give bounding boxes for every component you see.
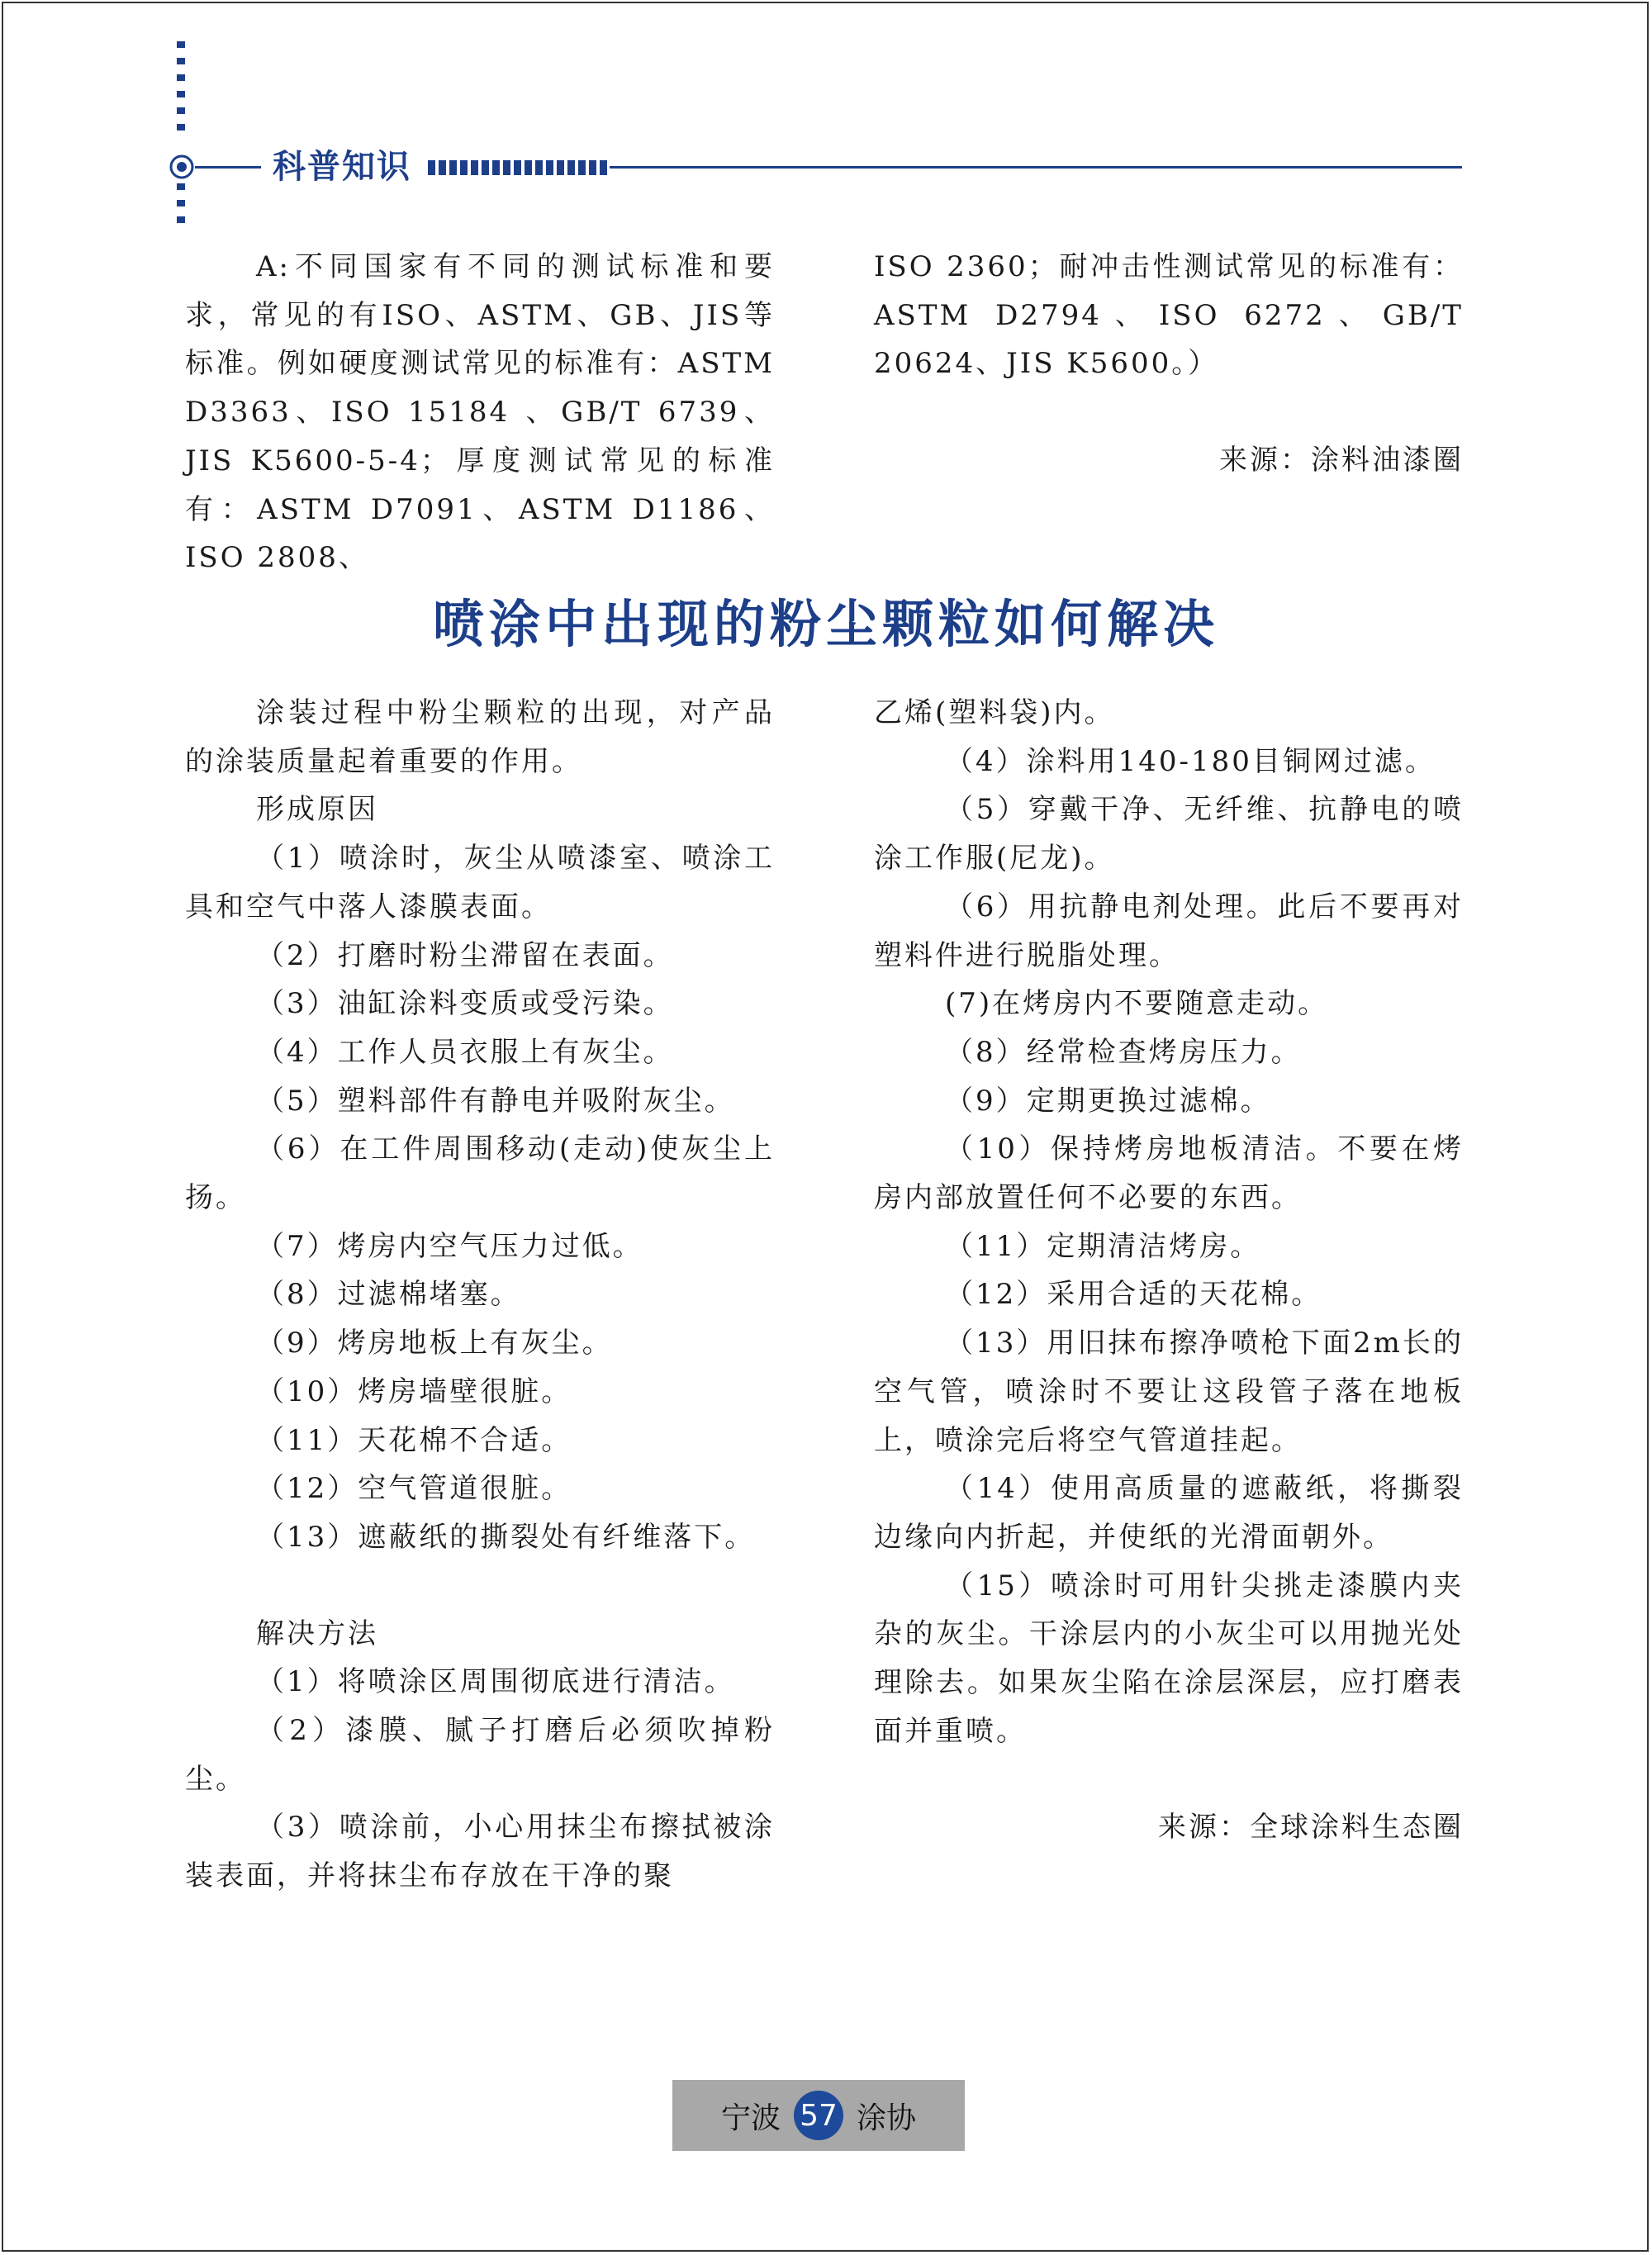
target-icon (169, 154, 195, 180)
section-title: 科普知识 (273, 148, 411, 186)
cause-item: （9）烤房地板上有灰尘。 (256, 1327, 613, 1360)
solution-item: （8）经常检查烤房压力。 (945, 1035, 1302, 1069)
page-number: 57 (794, 2091, 843, 2140)
cause-item: （7）烤房内空气压力过低。 (256, 1229, 643, 1263)
cause-item: （12）空气管道很脏。 (256, 1472, 572, 1506)
causes-heading: 形成原因 (256, 793, 378, 827)
solution-item: （14）使用高质量的遮蔽纸，将撕裂边缘向内折起，并使纸的光滑面朝外。 (874, 1472, 1464, 1554)
solution-item: （1）将喷涂区周围彻底进行清洁。 (256, 1665, 735, 1699)
solution-item: （2）漆膜、腻子打磨后必须吹掉粉尘。 (185, 1714, 775, 1796)
solution-item: (7)在烤房内不要随意走动。 (945, 987, 1329, 1021)
article2-left-column (185, 689, 775, 1901)
intro-paragraph: 涂装过程中粉尘颗粒的出现，对产品的涂装质量起着重要的作用。 (185, 696, 775, 778)
article1-paragraph: A:不同国家有不同的测试标准和要求，常见的有ISO、ASTM、GB、JIS等标准。例如硬度测试常见的标准有：ASTM D3363、ISO 15184 、GB/T 6739、JIS K5600-5-4；厚度测试常见的标准有：ASTM D7091、ASTM D1186、ISO 2808、 (185, 250, 775, 575)
article-title: 喷涂中出现的粉尘颗粒如何解决 (432, 594, 1219, 654)
solution-item: （5）穿戴干净、无纤维、抗静电的喷涂工作服(尼龙)。 (874, 793, 1464, 876)
cause-item: （3）油缸涂料变质或受污染。 (256, 987, 674, 1021)
solution-continuation: 乙烯(塑料袋)内。 (874, 696, 1115, 729)
article1-left-column (185, 243, 775, 582)
article2-source: 来源：全球涂料生态圈 (1158, 1811, 1464, 1844)
article1-source: 来源：涂料油漆圈 (1219, 444, 1464, 477)
header-block-pattern (428, 160, 607, 175)
solution-item: （6）用抗静电剂处理。此后不要再对塑料件进行脱脂处理。 (874, 890, 1464, 972)
article2-right-column (874, 689, 1464, 1852)
solution-item: （15）喷涂时可用针尖挑走漆膜内夹杂的灰尘。干涂层内的小灰尘可以用抛光处理除去。如果灰尘陷在涂层深层，应打磨表面并重喷。 (874, 1569, 1464, 1748)
cause-item: （11）天花棉不合适。 (256, 1423, 572, 1457)
header-rule-left (195, 166, 261, 169)
solution-item: （4）涂料用140-180目铜网过滤。 (945, 744, 1436, 778)
solution-item: （11）定期清洁烤房。 (945, 1229, 1261, 1263)
cause-item: （4）工作人员衣服上有灰尘。 (256, 1035, 674, 1069)
cause-item: （8）过滤棉堵塞。 (256, 1278, 521, 1312)
page-footer (672, 2080, 965, 2151)
cause-item: （10）烤房墙壁很脏。 (256, 1374, 572, 1408)
header-vertical-dots (177, 41, 187, 157)
solution-item: （9）定期更换过滤棉。 (945, 1084, 1271, 1118)
footer-left-text: 宁波 (720, 2101, 781, 2135)
solution-item: （10）保持烤房地板清洁。不要在烤房内部放置任何不必要的东西。 (874, 1132, 1464, 1215)
cause-item: （13）遮蔽纸的撕裂处有纤维落下。 (256, 1520, 756, 1554)
header-vertical-dots-lower (177, 183, 187, 233)
cause-item: （2）打磨时粉尘滞留在表面。 (256, 938, 674, 972)
article1-right-column (874, 243, 1464, 485)
solution-item: （12）采用合适的天花棉。 (945, 1278, 1322, 1312)
solution-item: （13）用旧抹布擦净喷枪下面2m长的空气管，喷涂时不要让这段管子落在地板上，喷涂完后将空气管道挂起。 (874, 1327, 1464, 1457)
solution-item: （3）喷涂前，小心用抹尘布擦拭被涂装表面，并将抹尘布存放在干净的聚 (185, 1811, 775, 1893)
solutions-heading: 解决方法 (256, 1616, 378, 1650)
header-rule-right (610, 166, 1462, 169)
cause-item: （5）塑料部件有静电并吸附灰尘。 (256, 1084, 735, 1118)
cause-item: （6）在工件周围移动(走动)使灰尘上扬。 (185, 1132, 775, 1215)
cause-item: （1）喷涂时，灰尘从喷漆室、喷涂工具和空气中落人漆膜表面。 (185, 842, 775, 923)
footer-right-text: 涂协 (857, 2101, 917, 2135)
article1-paragraph: ISO 2360；耐冲击性测试常见的标准有：ASTM D2794、ISO 6272、GB/T 20624、JIS K5600。） (874, 250, 1464, 381)
